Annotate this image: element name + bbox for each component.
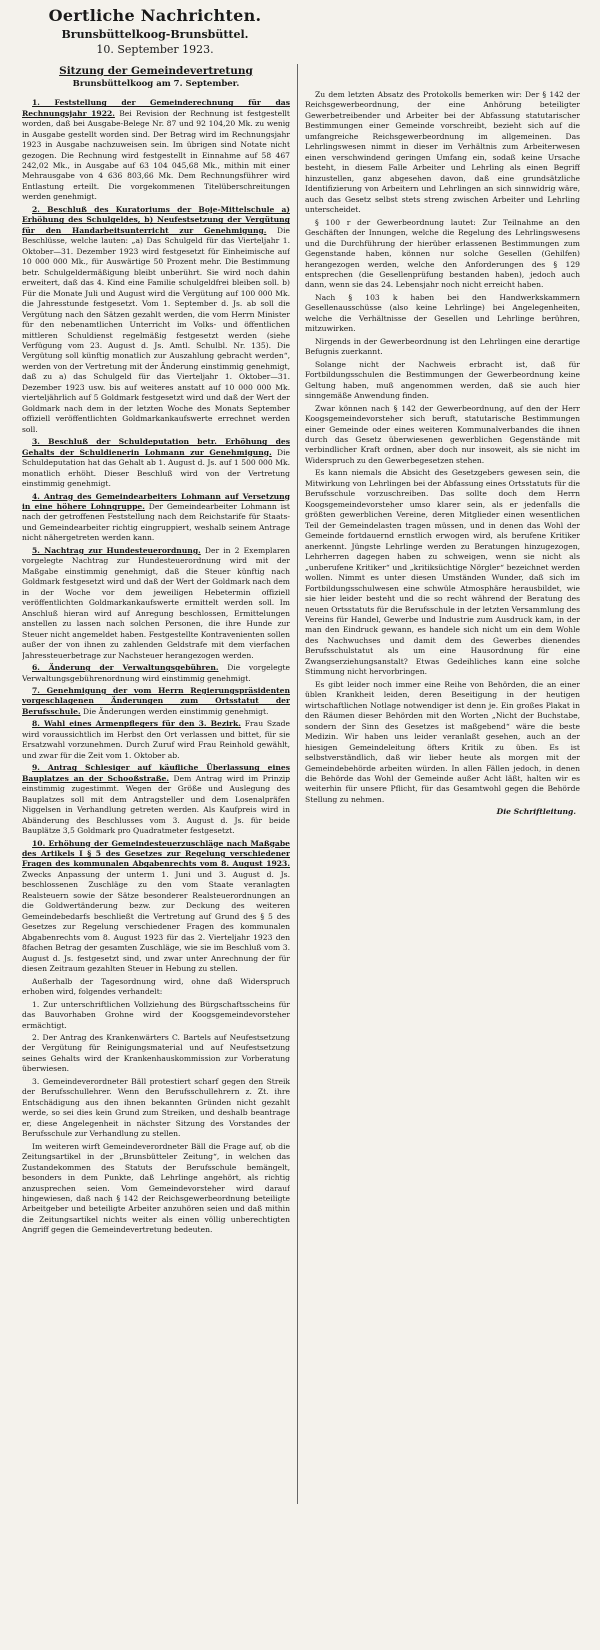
agenda-extra — [22, 1033, 290, 1075]
section-heading — [22, 64, 290, 91]
commentary-paragraph: Nach § 103 k haben bei den Handwerkskammern Gesellenausschüsse (also keine Lehrlinge) bei Angelegenheiten, welche die Verhältnisse der Gesellen und Lehrlinge berühren, mitzuwirken. — [305, 292, 580, 334]
agenda-item-title: 6. Änderung der Verwaltungsgebühren. — [32, 663, 219, 673]
agenda-extra-text: 3. Gemeindeverordneter Bäll protestiert scharf gegen den Streik der Berufsschullehrer. Wenn den Berufsschullehrern z. Zt. ihre Entschädigung aus den ihnen bekannten Gründen nicht gezahlt werde, so sei dies kein Grund zum Streiken, und deshalb beantrage er, diese Angelegenheit in nächster Sitzung des Vorstandes der Berufsschule zur Verhandlung zu stellen. — [22, 1076, 290, 1139]
agenda-extra-text: Außerhalb der Tagesordnung wird, ohne daß Widerspruch erhoben wird, folgendes verhandelt: — [22, 976, 290, 997]
agenda-item-text: Die Schuldeputation hat das Gehalt ab 1. August d. Js. auf 1 500 000 Mk. monatlich erhöht. Dieser Beschluß wird von der Vertretung einstimmig genehmigt. — [22, 447, 290, 489]
agenda-extra — [22, 977, 290, 998]
agenda-item-text: Der Gemeindearbeiter Lohmann ist nach der getroffenen Feststellung nach dem Reichstarife für Staats- und Gemeindearbeiter richtig eingruppiert, weshalb seinem Antrage nicht nähergetreten werden kann. — [22, 502, 290, 543]
agenda-item-title: 3. Beschluß der Schuldeputation betr. Erhöhung des Gehalts der Schuldienerin Lohmann zur Genehmigung. — [22, 437, 290, 457]
right-column — [305, 90, 580, 1650]
commentary-paragraph: Solange nicht der Nachweis erbracht ist, daß für Fortbildungsschulen die Bestimmungen der Gewerbeordnung keine Geltung haben, muß angenommen werden, daß sie auch hier sinngemäße Anwendung finden. — [305, 359, 580, 401]
agenda-item — [22, 492, 290, 544]
agenda-item-title: 9. Antrag Schlesiger auf käufliche Überlassung eines Bauplatzes an der Schooßstraße. — [22, 763, 290, 783]
agenda-item — [22, 98, 290, 203]
agenda-item-text: Die vorgelegte Verwaltungsgebührenordnung wird einstimmig genehmigt. — [22, 663, 290, 683]
agenda-item-text: Bei Revision der Rechnung ist festgestellt worden, daß bei Ausgabe-Belege Nr. 87 und 92 104,20 Mk. zu wenig in Ausgabe gestellt worden sind. Der Betrag wird im Rechnungsjahr 1923 in Ausgabe nachzuweisen sein. Im übrigen sind Notate nicht gezogen. Die Rechnung wird festgestellt in Einnahme auf 58 467 242,02 Mk., in Ausgabe auf 63 104 045,68 Mk., mithin mit einer Mehrausgabe von 4 636 803,66 Mk. Dem Rechnungsführer wird Entlastung erteilt. Die vorgekommenen Titelüberschreitungen werden genehmigt. — [22, 108, 290, 202]
agenda-item — [22, 686, 290, 717]
commentary-paragraph: Es gibt leider noch immer eine Reihe von Behörden, die an einer üblen Krankheit leiden, deren Beseitigung in der heutigen wirtschaftlichen Notlage notwendiger ist denn je. Ein großes Plakat in den Räumen dieser Behörden mit den Worten „Nicht der Buchstabe, sondern der Sinn des Gesetzes ist maßgebend“ wäre die beste Medizin. Wir haben uns leider veranlaßt gesehen, auch an der hiesigen Gemeindeleitung öfters Kritik zu üben. Es ist selbstverständlich, daß wir lieber heute als morgen mit der Gemeindebehörde arbeiten würden. In allen Fällen jedoch, in denen die Behörde das Wohl der Gemeinde außer Acht läßt, halten wir es weiterhin für unsere Pflicht, für das Gesamtwohl gegen die Behörde Stellung zu nehmen. — [305, 679, 580, 804]
agenda-item — [22, 763, 290, 836]
agenda-item — [22, 839, 290, 975]
agenda-extra — [22, 1142, 290, 1236]
commentary-paragraph: Es kann niemals die Absicht des Gesetzgebers gewesen sein, die Mitwirkung von Lehrlingen bei der Abfassung eines Ortsstatuts für die Berufsschule vorzuschreiben. Das sollte doch dem Herrn Koogsgemeindevorsteher umso klarer sein, als er jedenfalls die größten gewerblichen Vereine, deren Mitglieder einen wesentlichen Teil der Gemeindelasten tragen müssen, und in denen das Wohl der Gemeinde fortdauernd ernstlich erwogen wird, als berufene Kritiker anerkennt. Jüngste Lehrlinge werden zu Beratungen hinzugezogen, Lehrherren dagegen haben zu schweigen, wenn sie nicht als „unberufene Kritiker“ und „kritiksüchtige Nörgler“ bezeichnet werden wollen. Nimmt es unter diesen Umständen Wunder, daß sich im Fortbildungsschulwesen eine schwüle Atmosphäre herausbildet, wie sie hier leider besteht und die so recht während der Beratung des neuen Ortsstatuts für die Berufsschule in der letzten Versammlung des Vereins für Handel, Gewerbe und Industrie zum Ausdruck kam, in der man den Eindruck gewann, es handele sich nicht um ein dem Wohle des Nachwuchses und damit dem des Gewerbes dienendes Berufsschulstatut als um eine Hausordnung für eine Zwangserziehungsanstalt? Etwas Gedeihliches kann eine solche Stimmung nicht hervorbringen. — [305, 468, 580, 677]
agenda-item-title: 4. Antrag des Gemeindearbeiters Lohmann auf Versetzung in eine höhere Lohngruppe. — [22, 491, 290, 512]
page-date: 10. September 1923. — [96, 43, 214, 56]
masthead — [30, 6, 280, 56]
agenda-item — [22, 546, 290, 661]
commentary-paragraph: Zu dem letzten Absatz des Protokolls bemerken wir: Der § 142 der Reichsgewerbeordnung, der eine Anhörung beteiligter Gewerbetreibender und Arbeiter bei der Abfassung statutarischer Bestimmungen einer Gemeinde vorschreibt, bezieht sich auf die umfangreiche Reichsgewerbeordnung im allgemeinen. Das Lehrlingswesen nimmt in dieser im Verhältnis zum Arbeiterwesen einen verschwindend geringen Umfang ein, sodaß keine Ursache besteht, in diesem Falle Arbeiter und Lehrling als einen Begriff hinzustellen, ganz abgesehen davon, daß eine grundsätzliche Identifizierung von Arbeitern und Lehrlingen an sich sinnwidrig wäre, auch das Gesetz selbst stets streng zwischen Arbeiter und Lehrling unterscheidet. — [305, 90, 580, 215]
agenda-item — [22, 437, 290, 489]
page-subtitle: Brunsbüttelkoog-Brunsbüttel. — [61, 28, 249, 41]
agenda-item-title: 2. Beschluß des Kuratoriums der Boje-Mittelschule a) Erhöhung des Schulgeldes, b) Neufestsetzung der Vergütung für den Handarbeitsunterricht zur Genehmigung. — [22, 204, 290, 235]
agenda-item — [22, 205, 290, 435]
commentary-paragraph: § 100 r der Gewerbeordnung lautet: Zur Teilnahme an den Geschäften der Innungen, welche die Regelung des Lehrlingswesens und die Durchführung der hierüber erlassenen Bestimmungen zum Gegenstande haben, können nur solche Gesellen (Gehilfen) herangezogen werden, welche den Anforderungen des § 129 entsprechen (die Gesellenprüfung bestanden haben), jedoch auch dann, wenn sie das 24. Lebensjahr noch nicht erreicht haben. — [305, 217, 580, 290]
column-divider — [297, 64, 298, 1504]
left-column — [22, 64, 290, 1624]
section-title: Sitzung der Gemeindevertretung — [59, 65, 253, 77]
agenda-item-text: Frau Szade wird voraussichtlich im Herbst den Ort verlassen und bittet, für sie Ersatzwahl vorzunehmen. Durch Zuruf wird Frau Reinhold gewählt, und zwar für die Zeit vom 1. Oktober ab. — [22, 719, 290, 760]
signature: Die Schriftleitung. — [496, 807, 576, 817]
agenda-extra-text: 1. Zur unterschriftlichen Vollziehung des Bürgschaftsscheins für das Bauvorhaben Grohne wird der Koogsgemeindevorsteher ermächtigt. — [22, 999, 290, 1030]
commentary-paragraph: Nirgends in der Gewerbeordnung ist den Lehrlingen eine derartige Befugnis zuerkannt. — [305, 336, 580, 357]
agenda-item — [22, 663, 290, 684]
agenda-item-text: Die Änderungen werden einstimmig genehmigt. — [83, 706, 269, 716]
agenda-item-text: Zwecks Anpassung der unterm 1. Juni und 3. August d. Js. beschlossenen Zuschläge zu den vom Staate veranlagten Realsteuern sowie der Sätze besonderer Realsteuerordnungen an die Goldwertänderung bezw. zur Deckung des weiteren Gemeindebedarfs beschließt die Vertretung auf Grund des § 5 des Gesetzes zur Regelung verschiedener Fragen des kommunalen Abgabenrechts vom 8. August 1923 für das 2. Vierteljahr 1923 den 8fachen Betrag der gesamten Zuschläge, wie sie im Beschluß vom 3. August d. Js. festgesetzt sind, und zwar unter Anrechnung der für diesen Zeitraum gezahlten Steuer in Hebung zu stellen. — [22, 869, 290, 974]
commentary-paragraph: Zwar können nach § 142 der Gewerbeordnung, auf den der Herr Koogsgemeindevorsteher sich beruft, statutarische Bestimmungen einer Gemeinde oder eines weiteren Kommunalverbandes die ihnen durch das Gesetz überwiesenen gewerblichen Gegenstände mit verbindlicher Kraft ordnen, aber doch nur insoweit, als sie nicht im Widerspruch zu den Gewerbegesetzen stehen. — [305, 403, 580, 465]
agenda-item-title: 10. Erhöhung der Gemeindesteuerzuschläge nach Maßgabe des Artikels I § 5 des Gesetzes zur Regelung verschiedener Fragen des kommunalen Abgabenrechts vom 8. August 1923. — [22, 838, 290, 869]
section-subtitle: Brunsbüttelkoog am 7. September. — [72, 79, 240, 90]
agenda-extra-text: 2. Der Antrag des Krankenwärters C. Bartels auf Neufestsetzung der Vergütung für Reinigungsmaterial und auf Neufestsetzung seines Gehalts wird der Krankenhauskommission zur Vorberatung überwiesen. — [22, 1032, 290, 1074]
agenda-extra — [22, 1000, 290, 1031]
agenda-extra — [22, 1077, 290, 1140]
agenda-item-text: Der in 2 Exemplaren vorgelegte Nachtrag zur Hundesteuerordnung wird mit der Maßgabe einstimmig genehmigt, daß die Steuer künftig nach Goldmark festgesetzt wird und daß der Wert der Goldmark nach dem in der Woche vor dem jeweiligen Hebetermin offiziell veröffentlichten Goldmarkankaufswerte ermittelt werden soll. Im Anschluß hieran wird auf Anregung beschlossen, Ermittelungen anstellen zu lassen nach solchen Personen, die ihre Hunde zur Steuer nicht angemeldet haben. Festgestellte Kontravenienten sollen außer der von ihnen zu zahlenden Geldstrafe mit dem vierfachen Jahressteuerbetrage zur Nachsteuer herangezogen werden. — [22, 545, 290, 660]
page-title: Oertliche Nachrichten. — [48, 6, 262, 25]
agenda-extra-text: Im weiteren wirft Gemeindeverordneter Bäll die Frage auf, ob die Zeitungsartikel in der „Brunsbütteler Zeitung“, in welchen das Zustandekommen des Statuts der Berufsschule bemängelt, besonders in dem Punkte, daß Lehrlinge angehört, als richtig anzusprechen seien. Vom Gemeindevorsteher wird darauf hingewiesen, daß nach § 142 der Reichsgewerbeordnung beteiligte Arbeitgeber und beteiligte Arbeiter anzuhören seien und daß mithin die Zeitungsartikel nichts weiter als einen völlig unberechtigten Angriff gegen die Gemeindevertretung bedeuten. — [22, 1141, 290, 1235]
agenda-item — [22, 719, 290, 761]
agenda-item-title: 8. Wahl eines Armenpflegers für den 3. Bezirk. — [32, 719, 241, 729]
agenda-item-title: 7. Genehmigung der vom Herrn Regierungspräsidenten vorgeschlagenen Änderungen zum Ortsstatut der Berufsschule. — [22, 685, 290, 716]
agenda-item-text: Dem Antrag wird im Prinzip einstimmig zugestimmt. Wegen der Größe und Auslegung des Bauplatzes soll mit dem Antragsteller und dem Losenalpräfen Niggelsen in Verhandlung getreten werden. Als Kaufpreis wird in Abänderung des Beschlusses vom 3. August d. Js. für beide Bauplätze 3,5 Goldmark pro Quadratmeter festgesetzt. — [22, 773, 290, 836]
agenda-item-title: 1. Feststellung der Gemeinderechnung für das Rechnungsjahr 1922. — [22, 98, 290, 118]
agenda-item-title: 5. Nachtrag zur Hundesteuerordnung. — [32, 545, 201, 555]
agenda-item-text: Die Beschlüsse, welche lauten: „a) Das Schulgeld für das Vierteljahr 1. Oktober—31. Dezember 1923 wird festgesetzt für Einheimische auf 10 000 000 Mk., für Auswärtige 50 Prozent mehr. Die Bestimmung betr. Schulgeldermäßigung bleibt unberührt. Sie wird noch dahin erweitert, daß das 4. Kind eine Familie schulgeldfrei bleiben soll. b) Für die Monate Juli und August wird die Vergütung auf 100 000 Mk. die Jahresstunde festgesetzt. Vom 1. September d. Js. ab soll die Vergütung nach den Sätzen gezahlt werden, die vom Herrn Minister für den nebenamtlichen Unterricht im Volks- und öffentlichen mittleren Schuldienst regelmäßig festgesetzt werden (siehe Verfügung vom 23. August d. Js. Amtl. Schulbl. Nr. 135). Die Vergütung soll künftig monatlich zur Auszahlung gebracht werden“, werden von der Vertretung mit der Änderung einstimmig genehmigt, daß zu a) das Schulgeld für das Vierteljahr 1. Oktober—31. Dezember 1923 usw. bis auf weiteres anstatt auf 10 000 000 Mk. vierteljährlich auf 5 Goldmark festgesetzt wird und daß der Wert der Goldmark nach dem in der letzten Woche des Monats September offiziell veröffentlichten Goldmarkankaufswerte errechnet werden soll. — [22, 225, 290, 434]
